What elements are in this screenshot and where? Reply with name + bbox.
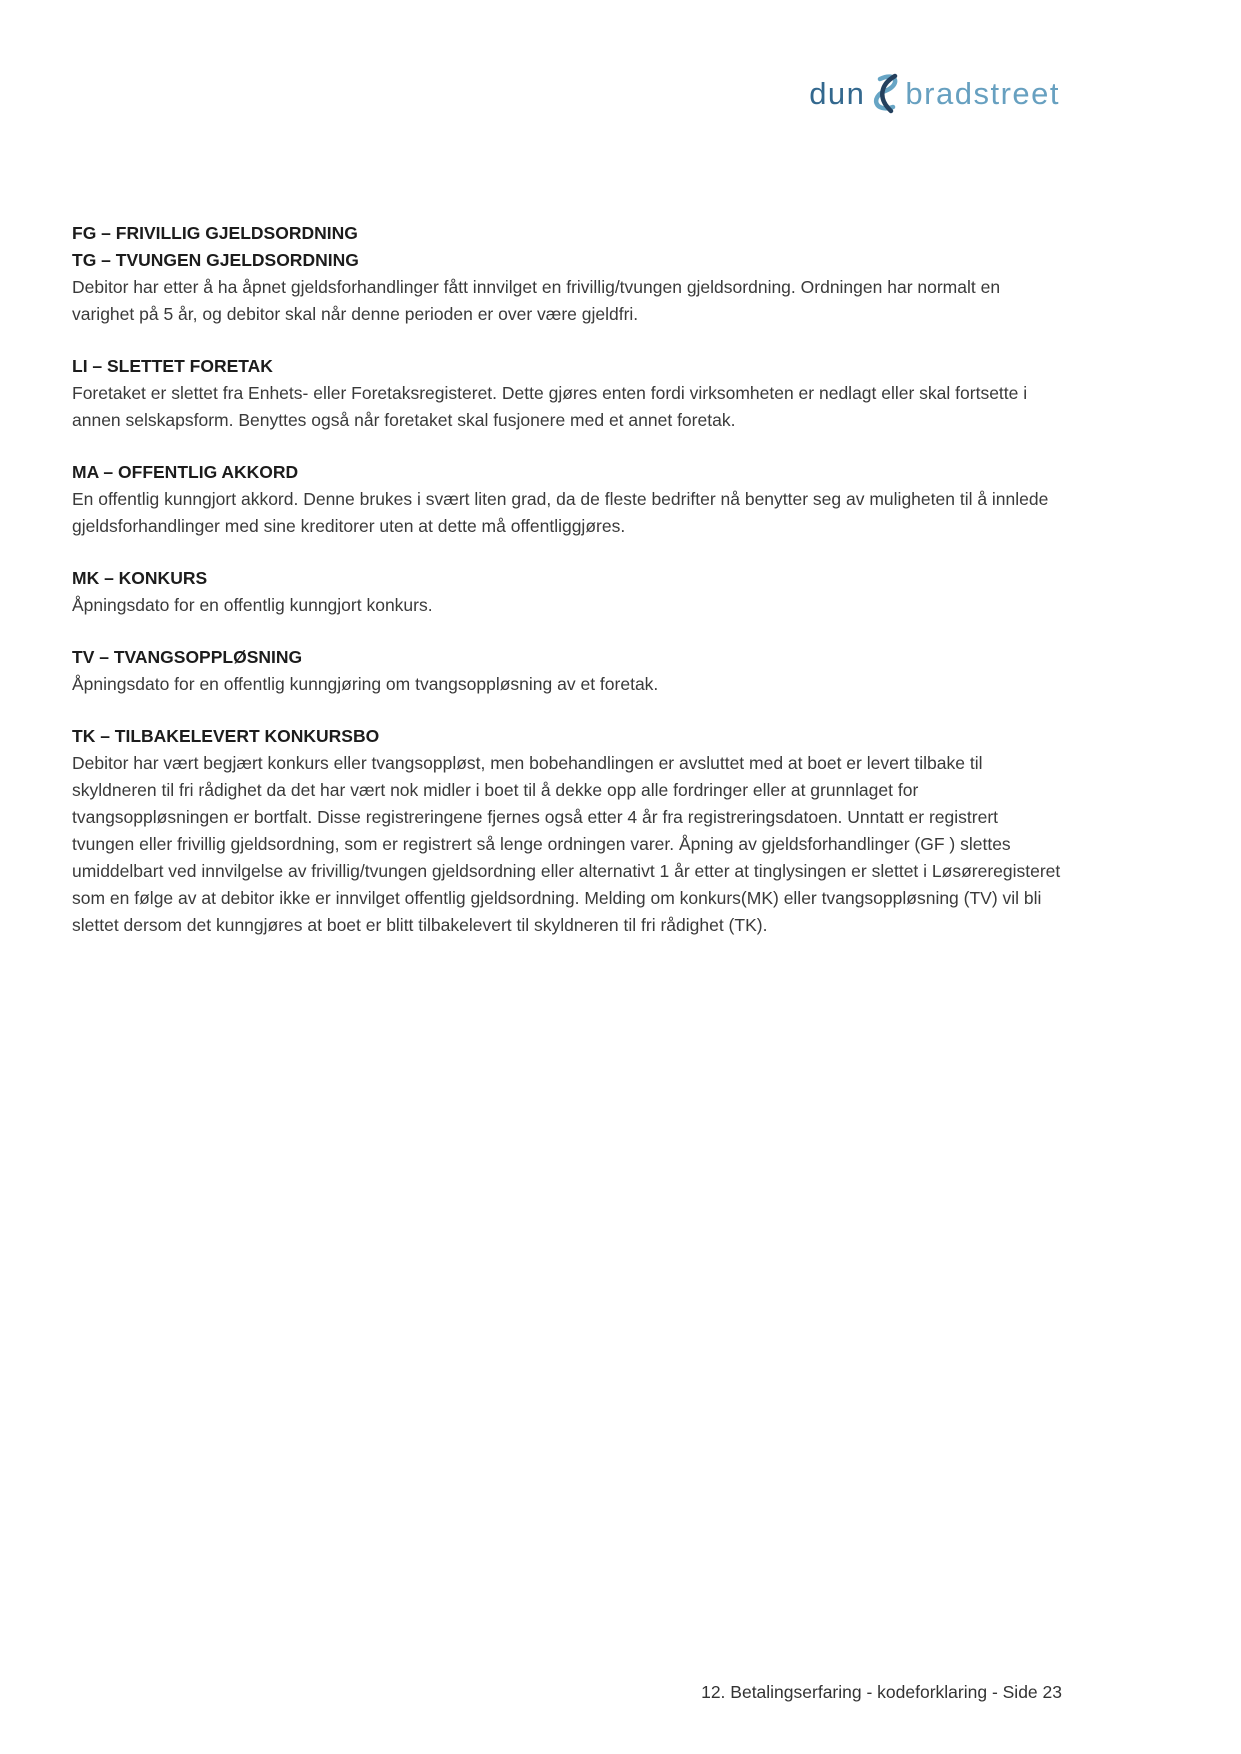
section-heading: LI – SLETTET FORETAK <box>72 356 273 376</box>
section-heading: TK – TILBAKELEVERT KONKURSBO <box>72 726 380 746</box>
dun-bradstreet-logo <box>809 70 1060 117</box>
code-section <box>72 459 1062 540</box>
section-body-text: Debitor har etter å ha åpnet gjeldsforhandlinger fått innvilget en frivillig/tvungen gjeldsordning. Ordningen har normalt en varighet på 5 år, og debitor skal når denne perioden er over være gjeldfri. <box>72 277 1001 324</box>
document-body <box>72 220 1062 964</box>
section-heading: MA – OFFENTLIG AKKORD <box>72 462 299 482</box>
section-body-text: Foretaket er slettet fra Enhets- eller Foretaksregisteret. Dette gjøres enten fordi virksomheten er nedlagt eller skal fortsette i annen selskapsform. Benyttes også når foretaket skal fusjonere med et annet foretak. <box>72 383 1028 430</box>
section-body-text: En offentlig kunngjort akkord. Denne brukes i svært liten grad, da de fleste bedrifter nå benytter seg av muligheten til å innlede gjeldsforhandlinger med sine kreditorer uten at dette må offentliggjøres. <box>72 489 1049 536</box>
section-body-text: Åpningsdato for en offentlig kunngjort konkurs. <box>72 595 433 615</box>
code-section <box>72 220 1062 328</box>
code-section <box>72 565 1062 619</box>
code-section <box>72 723 1062 939</box>
page-footer: 12. Betalingserfaring - kodeforklaring - Side 23 <box>701 1682 1062 1702</box>
section-heading: TG – TVUNGEN GJELDSORDNING <box>72 250 359 270</box>
code-section <box>72 353 1062 434</box>
code-section <box>72 644 1062 698</box>
logo-text-dun: dun <box>809 76 866 111</box>
ampersand-icon <box>867 72 903 119</box>
logo-text-bradstreet: bradstreet <box>905 76 1060 111</box>
section-body-text: Debitor har vært begjært konkurs eller tvangsoppløst, men bobehandlingen er avsluttet med at boet er levert tilbake til skyldneren til fri rådighet da det har vært nok midler i boet til å dekke opp alle fordringer eller at grunnlaget for tvangsoppløsningen er bortfalt. Disse registreringene fjernes også etter 4 år fra registreringsdatoen. Unntatt er registrert tvungen eller frivillig gjeldsordning, som er registrert så lenge ordningen varer. Åpning av gjeldsforhandlinger (GF ) slettes umiddelbart ved innvilgelse av frivillig/tvungen gjeldsordning eller alternativt 1 år etter at tinglysingen er slettet i Løsøreregisteret som en følge av at debitor ikke er innvilget offentlig gjeldsordning. Melding om konkurs(MK) eller tvangsoppløsning (TV) vil bli slettet dersom det kunngjøres at boet er blitt tilbakelevert til skyldneren til fri rådighet (TK). <box>72 753 1061 935</box>
section-body-text: Åpningsdato for en offentlig kunngjøring om tvangsoppløsning av et foretak. <box>72 674 659 694</box>
section-heading: TV – TVANGSOPPLØSNING <box>72 647 303 667</box>
section-heading: MK – KONKURS <box>72 568 208 588</box>
section-heading: FG – FRIVILLIG GJELDSORDNING <box>72 223 358 243</box>
